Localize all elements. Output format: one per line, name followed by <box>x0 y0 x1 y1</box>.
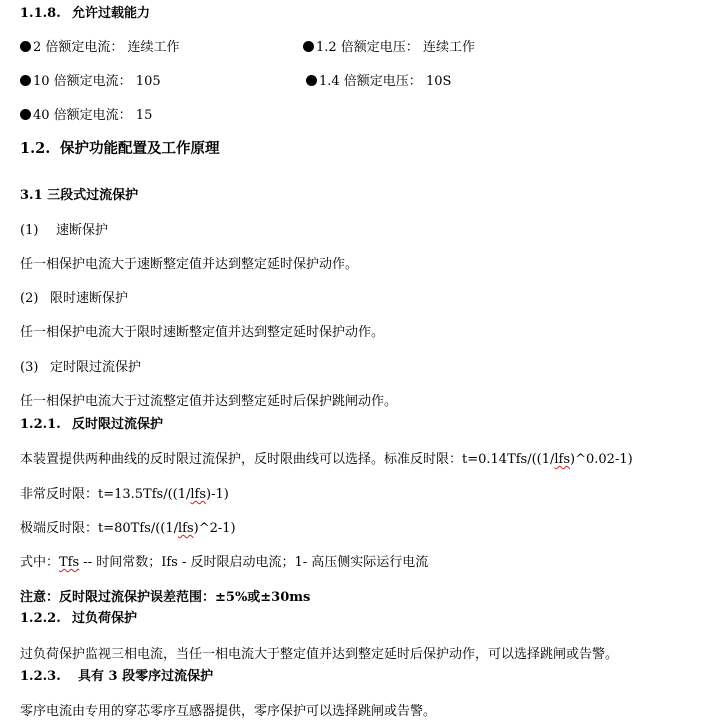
formula-var: lfs <box>190 487 207 502</box>
formula-text: 极端反时限：t=80Tfs/((1/ <box>20 521 178 536</box>
heading-3-1: 3.1 三段式过流保护 <box>20 188 139 203</box>
paragraph: 任一相保护电流大于速断整定值并达到整定延时保护动作。 <box>20 257 359 272</box>
formula-var: Tfs <box>59 555 80 570</box>
formula-text: )^0.02-1) <box>570 452 633 467</box>
overload-row-3 <box>20 104 152 123</box>
list-label: 定时限过流保护 <box>50 360 142 375</box>
formula-text: -- 时间常数；Ifs - 反时限启动电流；1- 高压侧实际运行电流 <box>79 555 429 570</box>
formula-standard <box>20 448 633 467</box>
bullet-icon <box>306 75 317 86</box>
list-item-1 <box>20 219 108 238</box>
heading-title: 允许过载能力 <box>72 6 151 21</box>
formula-legend <box>20 551 428 570</box>
bullet-icon <box>20 109 31 120</box>
formula-extreme <box>20 517 236 536</box>
bullet-icon <box>303 41 314 52</box>
list-number: (1) <box>20 223 39 238</box>
overload-row-2-right <box>306 70 451 89</box>
heading-number: 1.2.3. <box>20 669 61 684</box>
heading-title: 过负荷保护 <box>72 611 138 626</box>
formula-text: 本装置提供两种曲线的反时限过流保护，反时限曲线可以选择。标准反时限：t=0.14Tfs/((1/ <box>20 452 555 467</box>
overload-item: 1.4 倍额定电压： 10S <box>319 74 452 89</box>
heading-number: 1.2. <box>20 140 51 157</box>
list-item-2 <box>20 287 128 306</box>
formula-text: )-1) <box>206 487 229 502</box>
overload-item: 2 倍额定电流： 连续工作 <box>33 40 180 55</box>
heading-1-2-1 <box>20 413 163 432</box>
list-item-3 <box>20 356 141 375</box>
paragraph: 任一相保护电流大于过流整定值并达到整定延时后保护跳闸动作。 <box>20 394 398 409</box>
formula-var: lfs <box>554 452 571 467</box>
list-label: 限时速断保护 <box>50 291 129 306</box>
heading-1-2 <box>20 137 220 158</box>
formula-text: )^2-1) <box>193 521 236 536</box>
overload-item: 10 倍额定电流： 105 <box>33 74 161 89</box>
overload-item: 1.2 倍额定电压： 连续工作 <box>316 40 475 55</box>
heading-1-1-8 <box>20 2 150 21</box>
paragraph: 零序电流由专用的穿芯零序互感器提供，零序保护可以选择跳闸或告警。 <box>20 704 437 719</box>
bullet-icon <box>20 41 31 52</box>
overload-row-1-right <box>303 36 475 55</box>
heading-1-2-3 <box>20 665 213 684</box>
paragraph: 过负荷保护监视三相电流，当任一相电流大于整定值并达到整定延时后保护动作，可以选择跳闸或告警。 <box>20 647 619 662</box>
note: 注意：反时限过流保护误差范围：±5%或±30ms <box>20 590 311 605</box>
heading-title: 具有 3 段零序过流保护 <box>78 669 214 684</box>
heading-title: 反时限过流保护 <box>72 417 164 432</box>
overload-item: 40 倍额定电流： 15 <box>33 108 153 123</box>
formula-text: 非常反时限：t=13.5Tfs/((1/ <box>20 487 191 502</box>
list-label: 速断保护 <box>56 223 109 238</box>
bullet-icon <box>20 75 31 86</box>
heading-1-2-2 <box>20 607 137 626</box>
formula-very <box>20 483 229 502</box>
heading-number: 1.1.8. <box>20 6 61 21</box>
list-number: (3) <box>20 360 39 375</box>
formula-text: 式中： <box>20 555 60 570</box>
heading-title: 保护功能配置及工作原理 <box>60 140 220 157</box>
heading-number: 1.2.2. <box>20 611 61 626</box>
heading-number: 1.2.1. <box>20 417 61 432</box>
paragraph: 任一相保护电流大于限时速断整定值并达到整定延时保护动作。 <box>20 325 385 340</box>
overload-row-2 <box>20 70 161 89</box>
formula-var: lfs <box>178 521 194 536</box>
overload-row-1 <box>20 36 180 55</box>
list-number: (2) <box>20 291 39 306</box>
